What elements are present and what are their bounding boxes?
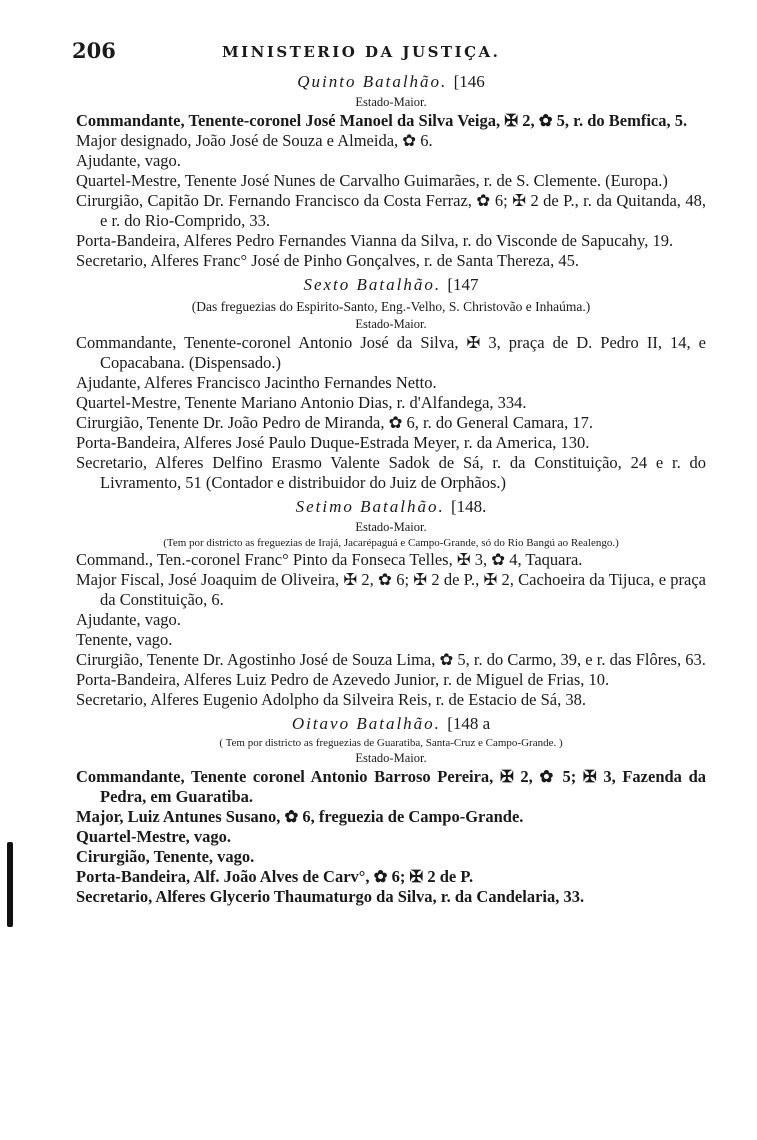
entry: Porta-Bandeira, Alferes Luiz Pedro de Azevedo Junior, r. de Miguel de Frias, 10.: [76, 670, 610, 689]
page-body: [76, 68, 706, 907]
entry: Ajudante, vago.: [76, 610, 181, 629]
entry: Command., Ten.-coronel Franc° Pinto da Fonseca Telles, ✠ 3, ✿ 4, Taquara.: [76, 550, 583, 569]
section-title: Setimo Batalhão. [148.: [295, 497, 487, 516]
entry: Major designado, João José de Souza e Almeida, ✿ 6.: [76, 131, 433, 150]
entry: Commandante, Tenente-coronel José Manoel da Silva Veiga, ✠ 2, ✿ 5, r. do Bemfica, 5.: [76, 111, 688, 130]
section-note: (Tem por districto as freguezias de Irajá, Jacarépaguá e Campo-Grande, só do Rio Bangú ao Realengo.): [163, 537, 619, 549]
section-number: [148.: [450, 497, 487, 516]
section-number: [148 a: [447, 714, 491, 733]
entry: Cirurgião, Tenente Dr. João Pedro de Miranda, ✿ 6, r. do General Camara, 17.: [76, 413, 594, 432]
entry: Porta-Bandeira, Alf. João Alves de Carv°, ✿ 6; ✠ 2 de P.: [76, 867, 474, 886]
entry: Major Fiscal, José Joaquim de Oliveira, ✠ 2, ✿ 6; ✠ 2 de P., ✠ 2, Cachoeira da Tijuca, e praça da Constituição, 6.: [76, 570, 706, 609]
section-number: [147: [447, 275, 479, 294]
margin-ink-mark: [7, 842, 13, 927]
entry: Quartel-Mestre, vago.: [76, 827, 232, 846]
page-header: [72, 38, 712, 66]
section-sexto-batalhao: [76, 273, 706, 493]
entry: Porta-Bandeira, Alferes Pedro Fernandes Vianna da Silva, r. do Visconde de Sapucahy, 19.: [76, 231, 674, 250]
section-number: [146: [453, 72, 485, 91]
section-subtitle: Estado-Maior.: [355, 751, 427, 765]
entry: Secretario, Alferes Franc° José de Pinho Gonçalves, r. de Santa Thereza, 45.: [76, 251, 579, 270]
entry: Ajudante, Alferes Francisco Jacintho Fernandes Netto.: [76, 373, 437, 392]
section-subtitle: Estado-Maior.: [355, 317, 427, 331]
section-subtitle: Estado-Maior.: [355, 95, 427, 109]
entry: Cirurgião, Tenente, vago.: [76, 847, 255, 866]
entry: Tenente, vago.: [76, 630, 173, 649]
entry: Secretario, Alferes Eugenio Adolpho da Silveira Reis, r. de Estacio de Sá, 38.: [76, 690, 587, 709]
section-title: Oitavo Batalhão. [148 a: [291, 714, 491, 733]
page-number: 206: [72, 38, 116, 63]
section-subtitle: Estado-Maior.: [355, 520, 427, 534]
entry: Cirurgião, Tenente Dr. Agostinho José de Souza Lima, ✿ 5, r. do Carmo, 39, e r. das Flôres, 63.: [76, 650, 706, 669]
entry: Quartel-Mestre, Tenente José Nunes de Carvalho Guimarães, r. de S. Clemente. (Europa.): [76, 171, 668, 190]
entry: Porta-Bandeira, Alferes José Paulo Duque-Estrada Meyer, r. da America, 130.: [76, 433, 590, 452]
entry: Secretario, Alferes Delfino Erasmo Valente Sadok de Sá, r. da Constituição, 24 e r. do Livramento, 51 (Contador e distribuidor do Juiz de Orphãos.): [76, 453, 706, 492]
running-head: MINISTERIO DA JUSTIÇA.: [222, 43, 501, 61]
section-title: Sexto Batalhão. [147: [303, 275, 479, 294]
entry: Commandante, Tenente coronel Antonio Barroso Pereira, ✠ 2, ✿ 5; ✠ 3, Fazenda da Pedra, em Guaratiba.: [76, 767, 706, 806]
section-quinto-batalhao: [76, 70, 706, 271]
entry: Secretario, Alferes Glycerio Thaumaturgo da Silva, r. da Candelaria, 33.: [76, 887, 585, 906]
entry: Commandante, Tenente-coronel Antonio José da Silva, ✠ 3, praça de D. Pedro II, 14, e Copacabana. (Dispensado.): [76, 333, 706, 372]
entry: Ajudante, vago.: [76, 151, 181, 170]
section-note: ( Tem por districto as freguezias de Guaratiba, Santa-Cruz e Campo-Grande. ): [219, 737, 563, 749]
entry: Quartel-Mestre, Tenente Mariano Antonio Dias, r. d'Alfandega, 334.: [76, 393, 527, 412]
section-title: Quinto Batalhão. [146: [297, 72, 485, 91]
section-oitavo-batalhao: [76, 712, 706, 907]
section-note: (Das freguezias do Espirito-Santo, Eng.-Velho, S. Christovão e Inhaúma.): [191, 299, 591, 314]
entry: Cirurgião, Capitão Dr. Fernando Francisco da Costa Ferraz, ✿ 6; ✠ 2 de P., r. da Quitanda, 48, e r. do Rio-Comprido, 33.: [76, 191, 706, 230]
entry: Major, Luiz Antunes Susano, ✿ 6, freguezia de Campo-Grande.: [76, 807, 524, 826]
section-setimo-batalhao: [76, 495, 706, 710]
